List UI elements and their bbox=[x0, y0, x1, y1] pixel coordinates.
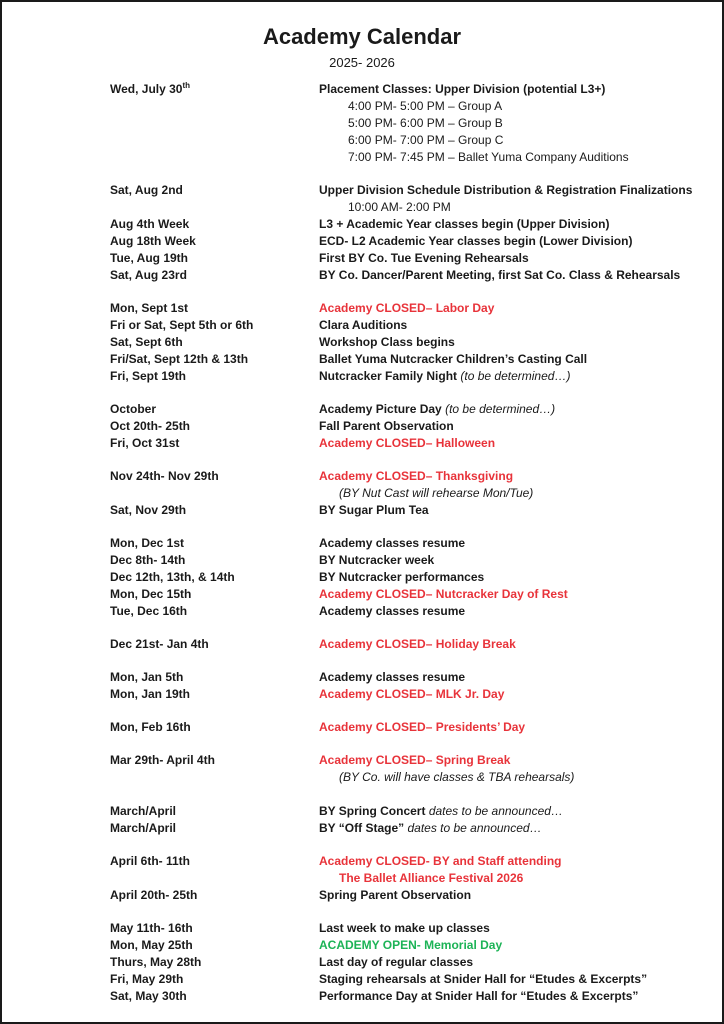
row-event-text: 6:00 PM- 7:00 PM – Group C bbox=[348, 133, 504, 147]
row-event-text: Spring Parent Observation bbox=[319, 888, 472, 902]
row-event bbox=[319, 719, 525, 735]
calendar-row bbox=[110, 132, 714, 148]
row-date bbox=[110, 803, 176, 819]
row-event-text: Nutcracker Family Night bbox=[319, 369, 458, 383]
row-event-text: First BY Co. Tue Evening Rehearsals bbox=[319, 251, 529, 265]
calendar-row bbox=[110, 569, 714, 585]
calendar-row bbox=[110, 820, 714, 836]
row-event bbox=[319, 300, 494, 316]
row-date bbox=[110, 988, 187, 1004]
row-date-text: Mon, Dec 15th bbox=[110, 587, 192, 601]
row-event bbox=[319, 686, 504, 702]
row-date bbox=[110, 216, 189, 232]
calendar-row bbox=[110, 769, 714, 785]
row-event-text: Academy CLOSED– Labor Day bbox=[319, 301, 495, 315]
row-event bbox=[319, 216, 609, 232]
row-event-text: BY Co. Dancer/Parent Meeting, first Sat Co. Class & Rehearsals bbox=[319, 268, 681, 282]
row-date bbox=[110, 686, 190, 702]
row-event-text: Placement Classes: Upper Division (potential L3+) bbox=[319, 82, 606, 96]
row-date bbox=[110, 418, 190, 434]
row-date bbox=[110, 586, 191, 602]
calendar-row bbox=[110, 887, 714, 903]
calendar-row bbox=[110, 199, 714, 215]
row-event bbox=[319, 267, 680, 283]
row-date-text: October bbox=[110, 402, 157, 416]
row-date bbox=[110, 719, 191, 735]
calendar-row bbox=[110, 971, 714, 987]
row-date-text: April 20th- 25th bbox=[110, 888, 198, 902]
calendar-row bbox=[110, 586, 714, 602]
calendar-row bbox=[110, 149, 714, 165]
row-date bbox=[110, 971, 183, 987]
calendar-row bbox=[110, 719, 714, 735]
row-date bbox=[110, 468, 219, 484]
row-event-text: BY Nutcracker performances bbox=[319, 570, 485, 584]
row-event-note: dates to be announced… bbox=[428, 804, 563, 818]
calendar-row bbox=[110, 535, 714, 551]
calendar-row bbox=[110, 317, 714, 333]
row-date bbox=[110, 887, 197, 903]
calendar-row bbox=[110, 920, 714, 936]
row-event-text: Upper Division Schedule Distribution & Registration Finalizations bbox=[319, 183, 693, 197]
row-date-text: Aug 18th Week bbox=[110, 234, 196, 248]
row-event-text: 5:00 PM- 6:00 PM – Group B bbox=[348, 116, 503, 130]
row-event bbox=[319, 988, 638, 1004]
row-event bbox=[319, 937, 502, 953]
row-date-text: Dec 12th, 13th, & 14th bbox=[110, 570, 235, 584]
row-date-text: Oct 20th- 25th bbox=[110, 419, 191, 433]
row-event bbox=[319, 569, 484, 585]
row-event-text: Academy CLOSED– Halloween bbox=[319, 436, 496, 450]
row-event bbox=[319, 401, 555, 417]
row-event-text: 4:00 PM- 5:00 PM – Group A bbox=[348, 99, 503, 113]
calendar-list bbox=[2, 2, 722, 1022]
calendar-row bbox=[110, 182, 714, 198]
row-event bbox=[319, 803, 563, 819]
row-date bbox=[110, 954, 201, 970]
row-date bbox=[110, 351, 248, 367]
row-event bbox=[319, 418, 454, 434]
row-date-text: Fri, Oct 31st bbox=[110, 436, 180, 450]
row-event-text: Clara Auditions bbox=[319, 318, 408, 332]
row-date bbox=[110, 502, 186, 518]
row-date-text: Aug 4th Week bbox=[110, 217, 190, 231]
row-event-text: Fall Parent Observation bbox=[319, 419, 454, 433]
row-event bbox=[319, 81, 605, 97]
row-date-text: Sat, Sept 6th bbox=[110, 335, 183, 349]
row-date-text: Mon, Jan 5th bbox=[110, 670, 184, 684]
calendar-row bbox=[110, 435, 714, 451]
row-event bbox=[319, 669, 465, 685]
row-event-note: (to be determined…) bbox=[445, 402, 556, 416]
calendar-row bbox=[110, 853, 714, 869]
row-date-suffix: th bbox=[182, 81, 191, 90]
row-event bbox=[319, 182, 692, 198]
calendar-row bbox=[110, 267, 714, 283]
row-date-text: Sat, Aug 2nd bbox=[110, 183, 183, 197]
row-date-text: Thurs, May 28th bbox=[110, 955, 202, 969]
row-date-text: Mon, Sept 1st bbox=[110, 301, 189, 315]
calendar-row bbox=[110, 98, 714, 114]
row-event bbox=[348, 132, 503, 148]
row-date-text: Dec 8th- 14th bbox=[110, 553, 186, 567]
row-event-text: Academy CLOSED– Thanksgiving bbox=[319, 469, 514, 483]
row-event bbox=[319, 317, 407, 333]
row-event-text: Workshop Class begins bbox=[319, 335, 455, 349]
row-date bbox=[110, 636, 209, 652]
calendar-row bbox=[110, 686, 714, 702]
row-event bbox=[319, 636, 516, 652]
row-event-text: Staging rehearsals at Snider Hall for “Etudes & Excerpts” bbox=[319, 972, 648, 986]
row-event-text: Academy CLOSED– MLK Jr. Day bbox=[319, 687, 505, 701]
calendar-row bbox=[110, 636, 714, 652]
row-date-text: Tue, Dec 16th bbox=[110, 604, 188, 618]
row-event-text: Academy classes resume bbox=[319, 670, 466, 684]
calendar-row bbox=[110, 233, 714, 249]
row-event-text: 10:00 AM- 2:00 PM bbox=[348, 200, 451, 214]
row-date-text: March/April bbox=[110, 821, 177, 835]
row-event-text: Academy CLOSED– Nutcracker Day of Rest bbox=[319, 587, 568, 601]
row-date-text: Fri, Sept 19th bbox=[110, 369, 187, 383]
row-date bbox=[110, 267, 187, 283]
calendar-row bbox=[110, 552, 714, 568]
row-date-text: Fri or Sat, Sept 5th or 6th bbox=[110, 318, 254, 332]
row-event-text: BY Spring Concert bbox=[319, 804, 426, 818]
row-date bbox=[110, 368, 186, 384]
row-event-text: Performance Day at Snider Hall for “Etudes & Excerpts” bbox=[319, 989, 639, 1003]
row-event-text: Academy CLOSED– Presidents’ Day bbox=[319, 720, 526, 734]
row-date bbox=[110, 603, 187, 619]
row-date-text: Mon, Feb 16th bbox=[110, 720, 191, 734]
row-event bbox=[319, 887, 471, 903]
row-event-text: Ballet Yuma Nutcracker Children’s Casting Call bbox=[319, 352, 588, 366]
calendar-row bbox=[110, 468, 714, 484]
row-event bbox=[319, 603, 465, 619]
calendar-row bbox=[110, 334, 714, 350]
row-event bbox=[348, 149, 629, 165]
calendar-row bbox=[110, 988, 714, 1004]
row-event bbox=[319, 435, 495, 451]
row-event-text: ACADEMY OPEN- Memorial Day bbox=[319, 938, 503, 952]
row-event-text: Last week to make up classes bbox=[319, 921, 490, 935]
row-date bbox=[110, 81, 190, 97]
calendar-row bbox=[110, 300, 714, 316]
row-event bbox=[319, 920, 490, 936]
row-event-text: Academy CLOSED- BY and Staff attending bbox=[319, 854, 562, 868]
row-date bbox=[110, 937, 193, 953]
row-date bbox=[110, 401, 156, 417]
row-date-text: Sat, May 30th bbox=[110, 989, 187, 1003]
row-date bbox=[110, 334, 183, 350]
calendar-row bbox=[110, 216, 714, 232]
page-title: Academy Calendar bbox=[262, 24, 462, 49]
row-date bbox=[110, 300, 188, 316]
row-date bbox=[110, 752, 215, 768]
row-event-text: L3 + Academic Year classes begin (Upper Division) bbox=[319, 217, 610, 231]
row-event bbox=[319, 853, 561, 869]
row-event bbox=[348, 199, 451, 215]
row-date bbox=[110, 853, 190, 869]
row-event-text: BY Nutcracker week bbox=[319, 553, 435, 567]
row-event bbox=[319, 586, 568, 602]
row-date bbox=[110, 317, 253, 333]
row-event-text: Academy CLOSED– Holiday Break bbox=[319, 637, 516, 651]
row-date-text: March/April bbox=[110, 804, 177, 818]
row-date-text: Dec 21st- Jan 4th bbox=[110, 637, 209, 651]
calendar-row bbox=[110, 368, 714, 384]
row-event bbox=[319, 971, 647, 987]
row-date bbox=[110, 535, 184, 551]
row-date-text: April 6th- 11th bbox=[110, 854, 191, 868]
row-event bbox=[339, 485, 533, 501]
calendar-row bbox=[110, 752, 714, 768]
row-event bbox=[339, 769, 574, 785]
row-event-text: BY Sugar Plum Tea bbox=[319, 503, 429, 517]
row-event bbox=[319, 752, 510, 768]
row-event-note: dates to be announced… bbox=[407, 821, 542, 835]
row-date bbox=[110, 669, 183, 685]
row-event-text: Academy Picture Day bbox=[319, 402, 442, 416]
row-date-text: Mon, May 25th bbox=[110, 938, 193, 952]
row-date bbox=[110, 569, 235, 585]
calendar-row bbox=[110, 937, 714, 953]
calendar-row bbox=[110, 502, 714, 518]
row-event-text: Academy classes resume bbox=[319, 536, 466, 550]
row-event bbox=[319, 334, 455, 350]
calendar-row bbox=[110, 485, 714, 501]
calendar-row bbox=[110, 401, 714, 417]
row-event-text: 7:00 PM- 7:45 PM – Ballet Yuma Company Auditions bbox=[348, 150, 629, 164]
row-event bbox=[348, 115, 503, 131]
row-event bbox=[319, 368, 570, 384]
row-event bbox=[319, 502, 429, 518]
row-event-text: Academy classes resume bbox=[319, 604, 466, 618]
row-date bbox=[110, 182, 183, 198]
calendar-row bbox=[110, 669, 714, 685]
row-date bbox=[110, 820, 176, 836]
row-date-text: Mon, Jan 19th bbox=[110, 687, 191, 701]
row-date-text: May 11th- 16th bbox=[110, 921, 193, 935]
row-event bbox=[319, 820, 542, 836]
calendar-row bbox=[110, 250, 714, 266]
row-event-text: ECD- L2 Academic Year classes begin (Lower Division) bbox=[319, 234, 633, 248]
row-event bbox=[339, 870, 523, 886]
calendar-row bbox=[110, 954, 714, 970]
row-date bbox=[110, 250, 188, 266]
row-event-note: (BY Co. will have classes & TBA rehearsals) bbox=[339, 770, 575, 784]
row-event-text: The Ballet Alliance Festival 2026 bbox=[339, 871, 524, 885]
calendar-row bbox=[110, 870, 714, 886]
row-date bbox=[110, 920, 193, 936]
row-event-note: (BY Nut Cast will rehearse Mon/Tue) bbox=[339, 486, 534, 500]
row-date-text: Sat, Aug 23rd bbox=[110, 268, 187, 282]
row-date-text: Sat, Nov 29th bbox=[110, 503, 187, 517]
page-subtitle: 2025- 2026 bbox=[329, 55, 395, 70]
calendar-row bbox=[110, 351, 714, 367]
calendar-row bbox=[110, 81, 714, 97]
row-date-text: Fri, May 29th bbox=[110, 972, 184, 986]
row-date bbox=[110, 233, 196, 249]
row-event bbox=[319, 535, 465, 551]
calendar-row bbox=[110, 603, 714, 619]
row-event bbox=[319, 468, 513, 484]
row-date-text: Mar 29th- April 4th bbox=[110, 753, 215, 767]
calendar-row bbox=[110, 418, 714, 434]
row-event bbox=[319, 552, 434, 568]
row-event bbox=[319, 954, 473, 970]
calendar-row bbox=[110, 115, 714, 131]
row-date bbox=[110, 552, 185, 568]
row-event-note: (to be determined…) bbox=[460, 369, 571, 383]
row-event-text: BY “Off Stage” bbox=[319, 821, 405, 835]
row-date bbox=[110, 435, 179, 451]
row-event bbox=[319, 233, 632, 249]
row-event-text: Last day of regular classes bbox=[319, 955, 474, 969]
row-event-text: Academy CLOSED– Spring Break bbox=[319, 753, 511, 767]
calendar-row bbox=[110, 803, 714, 819]
row-date-text: Fri/Sat, Sept 12th & 13th bbox=[110, 352, 249, 366]
row-event bbox=[319, 351, 587, 367]
row-date-text: Wed, July 30 bbox=[110, 82, 183, 96]
row-event bbox=[319, 250, 529, 266]
row-date-text: Tue, Aug 19th bbox=[110, 251, 188, 265]
row-event bbox=[348, 98, 502, 114]
row-date-text: Nov 24th- Nov 29th bbox=[110, 469, 219, 483]
row-date-text: Mon, Dec 1st bbox=[110, 536, 185, 550]
